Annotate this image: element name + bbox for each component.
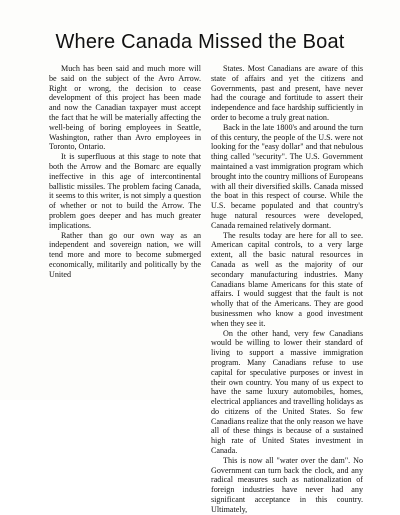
paragraph: It is superfluous at this stage to note that both the Arrow and the Bomarc are equally ineffective in this age of intercontinental ballistic missiles. The problem facing Canada, it seems to this writer, is not simply a question of whether or not to build the Arrow. The problem goes deeper and has much greater implications. <box>49 152 201 230</box>
paragraph: Rather than go our own way as an independent and sovereign nation, we will tend more and more to become submerged economically, militarily and politically by the United <box>49 230 201 279</box>
paragraph: Much has been said and much more will be said on the subject of the Avro Arrow. Right or wrong, the decision to cease development of this project has been made and now the Canadian taxpayer must accept the fact that he will be materially affecting the well-being of boring employees in Seattle, Washington, rather than Avro employees in Toronto, Ontario. <box>49 64 201 152</box>
paragraph: The results today are here for all to see. American capital controls, to a very large extent, all the basic natural resources in Canada as well as the majority of our secondary manufacturing industries. Many Canadians blame Americans for this state of affairs. I would suggest that the fault is not wholly that of the Americans. They are good businessmen who know a good investment when they see it. <box>211 230 363 328</box>
paragraph: States. Most Canadians are aware of this state of affairs and yet the citizens and Governments, past and present, have never had the courage and fortitude to assert their independence and face hardship sufficiently in order to become a truly great nation. <box>211 64 363 122</box>
paragraph: Back in the late 1800's and around the turn of this century, the people of the U.S. were not looking for the "easy dollar" and that nebulous thing called "security". The U.S. Government maintained a vast immigration program which brought into the country millions of Europeans with all their diversified skills. Canada missed the boat in this respect of course. While the U.S. became populated and that country's huge natural resources were developed, Canada remained relatively dormant. <box>211 122 363 230</box>
left-column <box>49 64 201 280</box>
right-column <box>211 64 363 515</box>
paragraph: This is now all "water over the dam". No Government can turn back the clock, and any radical measures such as nationalization of foreign industries have never had any significant acceptance in this country. Ultimately, <box>211 455 363 514</box>
headline: Where Canada Missed the Boat <box>55 31 345 53</box>
paragraph: On the other hand, very few Canadians would be willing to lower their standard of living to support a massive immigration program. Many Canadians refuse to use capital for speculative purposes or invest in their own country. You many of us expect to have the same luxury automobiles, homes, electrical appliances and travelling holidays as do citizens of the United States. So few Canadians realize that the only reason we have all of these things is because of a sustained high rate of United States investment in Canada. <box>211 328 363 456</box>
